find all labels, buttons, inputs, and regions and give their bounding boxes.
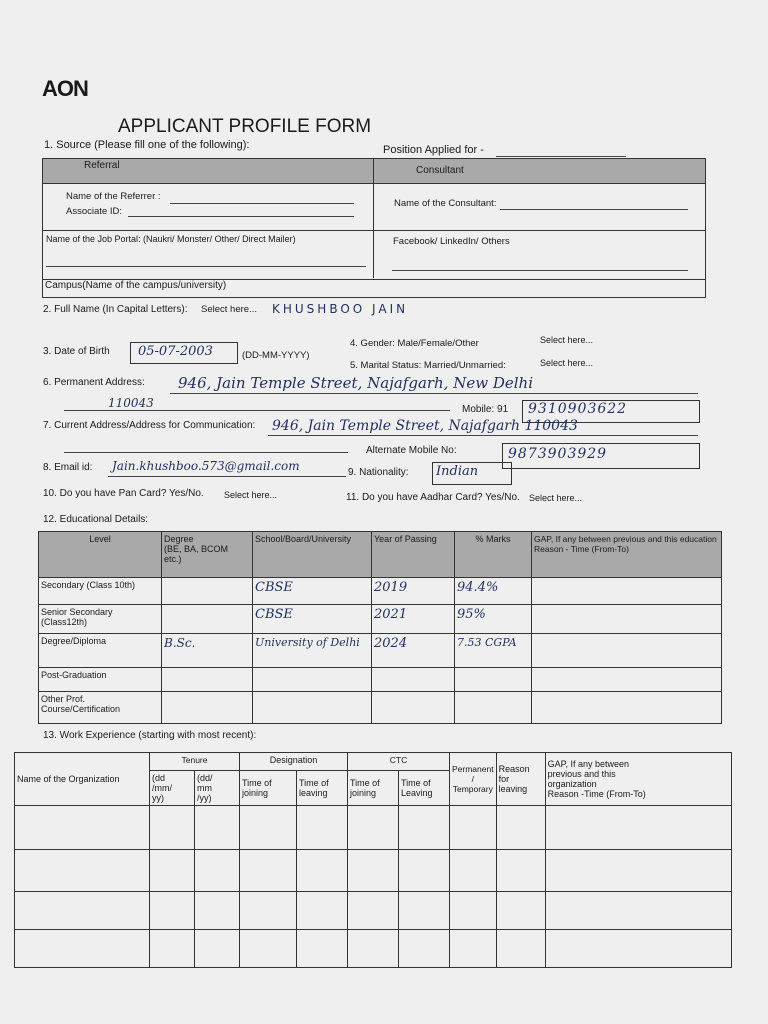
consultant-header: Consultant: [416, 165, 464, 176]
dob-value: 05-07-2003: [138, 344, 213, 359]
consultant-name-label: Name of the Consultant:: [394, 198, 497, 209]
permanent-address-line2: 110043: [108, 396, 154, 410]
permanent-address-underline2[interactable]: [64, 410, 450, 411]
associate-line[interactable]: [128, 216, 354, 217]
email-value: Jain.khushboo.573@gmail.com: [112, 459, 300, 473]
email-label: 8. Email id:: [43, 462, 93, 473]
associate-label: Associate ID:: [66, 206, 122, 217]
work-header-des-leave: Time of leaving: [297, 771, 348, 806]
dob-format: (DD-MM-YYYY): [242, 350, 310, 361]
work-header-gap: GAP, If any between previous and this organization Reason -Time (From-To): [545, 753, 731, 806]
edu-level: Secondary (Class 10th): [39, 578, 162, 605]
edu-row: [39, 605, 722, 634]
work-header-permanent: Permanent / Temporary: [450, 753, 497, 806]
edu-row: [39, 692, 722, 724]
aon-logo: AON: [42, 76, 88, 101]
divider-vertical: [373, 182, 374, 278]
edu-header-level: Level: [39, 532, 162, 578]
work-header-tenure-from: (dd /mm/ yy): [150, 771, 195, 806]
consultant-line[interactable]: [500, 209, 688, 210]
work-header-org: Name of the Organization: [15, 753, 150, 806]
edu-header-marks: % Marks: [455, 532, 532, 578]
current-address-value: 946, Jain Temple Street, Najafgarh 110043: [272, 418, 578, 434]
pan-select[interactable]: Select here...: [224, 490, 278, 500]
edu-board[interactable]: CBSE: [253, 605, 372, 634]
social-line[interactable]: [392, 270, 688, 271]
referral-header: Referral: [84, 160, 120, 171]
work-row[interactable]: [15, 930, 732, 968]
aadhar-select[interactable]: Select here...: [529, 493, 583, 503]
edu-row: [39, 634, 722, 668]
edu-marks[interactable]: [455, 668, 532, 692]
job-portal-label: Name of the Job Portal: (Naukri/ Monster/ Other/ Direct Mailer): [46, 234, 296, 244]
edu-level: Senior Secondary (Class12th): [39, 605, 162, 634]
full-name-label: 2. Full Name (In Capital Letters):: [43, 304, 188, 315]
gender-select[interactable]: Select here...: [540, 335, 594, 345]
social-label: Facebook/ LinkedIn/ Others: [393, 236, 510, 247]
email-underline[interactable]: [108, 476, 346, 477]
edu-gap[interactable]: [532, 605, 722, 634]
edu-gap[interactable]: [532, 578, 722, 605]
edu-degree[interactable]: [162, 692, 253, 724]
edu-year[interactable]: 2019: [372, 578, 455, 605]
edu-header-year: Year of Passing: [372, 532, 455, 578]
work-header-tenure-to: (dd/ mm /yy): [195, 771, 240, 806]
work-header-designation: Designation: [240, 753, 348, 771]
referrer-line[interactable]: [170, 203, 354, 204]
full-name-select[interactable]: Select here...: [201, 304, 257, 315]
position-line[interactable]: [496, 156, 626, 157]
edu-board[interactable]: [253, 692, 372, 724]
edu-degree[interactable]: [162, 605, 253, 634]
full-name-value: KHUSHBOO JAIN: [272, 302, 409, 316]
referrer-label: Name of the Referrer :: [66, 191, 161, 202]
aadhar-label: 11. Do you have Aadhar Card? Yes/No.: [346, 492, 520, 503]
edu-header-gap: GAP, If any between previous and this education Reason - Time (From-To): [532, 532, 722, 578]
nationality-label: 9. Nationality:: [348, 467, 409, 478]
edu-marks[interactable]: [455, 692, 532, 724]
edu-degree[interactable]: [162, 668, 253, 692]
work-row[interactable]: [15, 806, 732, 850]
nationality-value: Indian: [436, 464, 479, 479]
edu-header-degree: Degree (BE, BA, BCOM etc.): [162, 532, 253, 578]
mobile-value: 9310903622: [528, 401, 628, 417]
edu-level: Post-Graduation: [39, 668, 162, 692]
edu-board[interactable]: University of Delhi: [253, 634, 372, 668]
education-label: 12. Educational Details:: [43, 514, 149, 525]
position-label: Position Applied for -: [383, 144, 484, 156]
marital-select[interactable]: Select here...: [540, 358, 594, 368]
job-portal-line[interactable]: [46, 266, 366, 267]
edu-board[interactable]: [253, 668, 372, 692]
work-row[interactable]: [15, 892, 732, 930]
edu-degree[interactable]: [162, 578, 253, 605]
permanent-address-underline1[interactable]: [170, 393, 698, 394]
campus-label: Campus(Name of the campus/university): [45, 280, 227, 291]
edu-gap[interactable]: [532, 634, 722, 668]
alt-mobile-label: Alternate Mobile No:: [366, 445, 457, 456]
edu-marks[interactable]: 7.53 CGPA: [455, 634, 532, 668]
edu-header-board: School/Board/University: [253, 532, 372, 578]
alt-mobile-value: 9873903929: [508, 446, 608, 462]
work-header-des-join: Time of joining: [240, 771, 297, 806]
source-label: 1. Source (Please fill one of the following):: [44, 139, 250, 151]
mobile-label: Mobile: 91: [462, 404, 509, 415]
work-row[interactable]: [15, 850, 732, 892]
edu-marks[interactable]: 94.4%: [455, 578, 532, 605]
dob-label: 3. Date of Birth: [43, 346, 110, 357]
edu-marks[interactable]: 95%: [455, 605, 532, 634]
edu-year[interactable]: 2021: [372, 605, 455, 634]
work-header-reason: Reason for leaving: [496, 753, 545, 806]
edu-level: Degree/Diploma: [39, 634, 162, 668]
gender-label: 4. Gender: Male/Female/Other: [350, 338, 479, 349]
edu-board[interactable]: CBSE: [253, 578, 372, 605]
edu-gap[interactable]: [532, 692, 722, 724]
work-label: 13. Work Experience (starting with most recent):: [43, 730, 257, 741]
form-title: APPLICANT PROFILE FORM: [118, 116, 372, 137]
edu-year[interactable]: [372, 668, 455, 692]
current-address-label: 7. Current Address/Address for Communication:: [43, 420, 256, 431]
edu-year[interactable]: [372, 692, 455, 724]
current-address-underline[interactable]: [268, 435, 698, 436]
permanent-address-line1: 946, Jain Temple Street, Najafgarh, New Delhi: [178, 374, 534, 392]
work-header-ctc: CTC: [348, 753, 450, 771]
work-header-ctc-join: Time of joining: [348, 771, 399, 806]
education-table: [38, 531, 722, 724]
marital-label: 5. Marital Status: Married/Unmarried:: [350, 360, 506, 371]
edu-row: [39, 668, 722, 692]
work-table: [14, 752, 732, 968]
pan-label: 10. Do you have Pan Card? Yes/No.: [43, 488, 204, 499]
current-address-underline2[interactable]: [64, 452, 348, 453]
edu-row: [39, 578, 722, 605]
permanent-address-label: 6. Permanent Address:: [43, 377, 145, 388]
work-header-ctc-leave: Time of Leaving: [399, 771, 450, 806]
edu-gap[interactable]: [532, 668, 722, 692]
edu-degree[interactable]: B.Sc.: [162, 634, 253, 668]
edu-level: Other Prof. Course/Certification: [39, 692, 162, 724]
work-header-tenure: Tenure: [150, 753, 240, 771]
edu-year[interactable]: 2024: [372, 634, 455, 668]
